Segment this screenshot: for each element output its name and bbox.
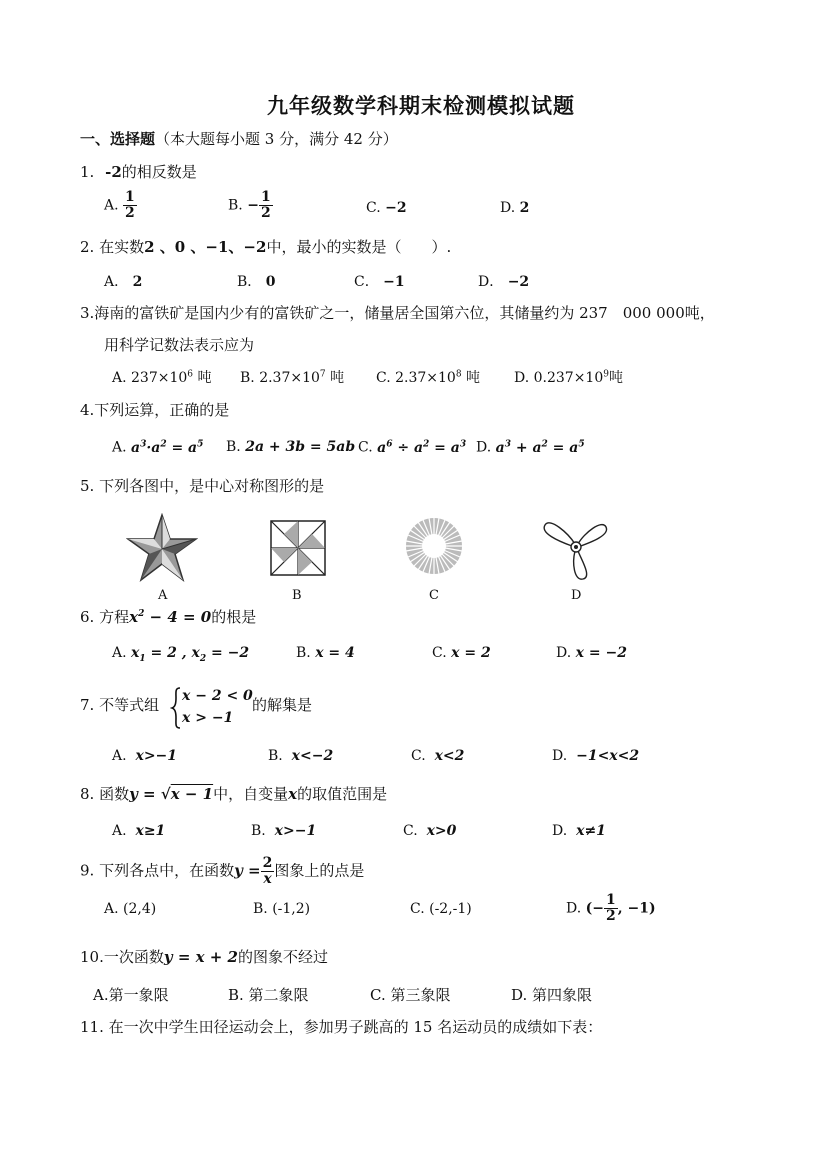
option-d <box>552 748 639 764</box>
option-a: A. (2,4) <box>104 901 157 917</box>
unit: 吨 <box>461 370 481 386</box>
math-expr: 2a + 3b = 5ab <box>245 439 356 455</box>
pinwheel-figure <box>270 520 326 576</box>
option-b <box>228 190 273 221</box>
inequality-2: x > −1 <box>182 710 234 726</box>
option-label: C. <box>358 439 373 456</box>
option-value: −1<x<2 <box>576 748 640 764</box>
question-number: 10. <box>80 948 104 966</box>
question-text: 在实数 <box>99 238 145 256</box>
option-c: C. 第三象限 <box>370 986 451 1004</box>
unit: 吨 <box>608 370 623 386</box>
option-d <box>478 271 529 291</box>
option-label: A. <box>112 748 127 764</box>
math-expr: $x_1 = 2$ , $x_2 = -2$ <box>131 645 250 664</box>
numerator: 1 <box>125 189 135 205</box>
fraction <box>604 893 618 924</box>
unit: 吨 <box>325 370 345 386</box>
option-label: D. <box>566 900 582 917</box>
star-figure <box>126 513 198 583</box>
option-label: D. <box>556 645 572 661</box>
option-text: B. 2.37×10 <box>240 370 320 386</box>
option-c <box>432 645 491 661</box>
option-a <box>112 439 203 456</box>
question-1 <box>80 161 197 182</box>
option-value: x<−2 <box>291 748 334 764</box>
question-text: 方程 <box>99 608 130 626</box>
question-text: 图象上的点是 <box>274 861 365 880</box>
question-text: 下列各点中，在函数 <box>99 861 235 880</box>
option-a <box>104 190 137 221</box>
question-5: 5. 下列各图中，是中心对称图形的是 <box>80 477 325 495</box>
math-sign: − <box>247 197 259 214</box>
option-label: D． <box>478 274 504 290</box>
unit: 吨 <box>193 370 212 386</box>
question-8 <box>80 783 387 804</box>
math-expr: $a^3 + a^2 = a^5$ <box>495 439 585 456</box>
math-expr: y = <box>234 861 261 880</box>
question-text: 的根是 <box>211 608 257 626</box>
option-value: x≠1 <box>576 823 606 839</box>
math-expr: $x^2 - 4 = 0$ <box>129 608 212 626</box>
option-d <box>552 823 606 839</box>
option-b <box>296 645 355 661</box>
option-label: C. <box>366 200 381 216</box>
option-b <box>240 367 344 387</box>
option-a <box>112 748 177 764</box>
option-c <box>411 748 464 764</box>
option-b: B. 第二象限 <box>228 986 309 1004</box>
option-label: B． <box>237 274 262 290</box>
numerator: 1 <box>606 892 616 908</box>
option-text: D. 0.237×10 <box>514 370 604 386</box>
option-a <box>112 645 249 664</box>
question-number: 9. <box>80 861 95 880</box>
option-a <box>104 271 142 291</box>
brace-icon <box>170 686 182 730</box>
question-number: 2. <box>80 238 95 256</box>
math-expr: $a^6 \div a^2 = a^3$ <box>377 439 467 456</box>
figure-label-b: B <box>292 588 302 603</box>
option-c: C. (-2,-1) <box>410 901 472 917</box>
option-a: A.第一象限 <box>93 986 169 1004</box>
option-label: C. <box>411 748 426 764</box>
option-d <box>500 200 529 216</box>
section-header <box>80 128 398 149</box>
option-text: A. 237×10 <box>112 370 188 386</box>
option-c <box>354 271 405 291</box>
option-value: x>0 <box>426 823 457 839</box>
option-b <box>226 439 355 455</box>
question-text: 不等式组 <box>99 696 160 714</box>
option-d <box>514 367 623 387</box>
question-2 <box>80 236 451 257</box>
denominator: 2 <box>260 205 271 221</box>
page-title: 九年级数学科期末检测模拟试题 <box>267 93 575 118</box>
question-9 <box>80 856 364 887</box>
option-d <box>476 439 585 456</box>
option-a <box>112 367 211 387</box>
question-text: 的相反数是 <box>121 163 197 181</box>
question-text: 函数 <box>99 785 130 803</box>
math-expr: , −1) <box>617 900 656 917</box>
math-var: x <box>288 785 298 803</box>
option-label: A. <box>112 439 127 456</box>
option-value: x<2 <box>434 748 465 764</box>
question-number: 8. <box>80 785 95 803</box>
denominator: x <box>263 871 272 887</box>
fraction <box>261 856 275 887</box>
option-label: C． <box>354 274 379 290</box>
math-expr: x = 4 <box>315 645 355 661</box>
figure-label-c: C <box>429 588 439 603</box>
option-b <box>268 748 333 764</box>
section-note: （本大题每小题 3 分，满分 42 分） <box>155 130 398 148</box>
question-10 <box>80 946 328 967</box>
option-c <box>376 367 480 387</box>
option-label: A. <box>104 197 119 214</box>
question-11: 11. 在一次中学生田径运动会上，参加男子跳高的 15 名运动员的成绩如下表： <box>80 1018 603 1036</box>
option-label: C. <box>403 823 418 839</box>
exponent: 6 <box>187 369 194 380</box>
option-value: 2 <box>519 200 530 216</box>
question-number: 1. <box>80 163 95 181</box>
math-expr: y = x + 2 <box>163 948 238 966</box>
option-label: A. <box>112 823 127 839</box>
option-value: 2 <box>132 274 143 290</box>
option-label: B. <box>251 823 266 839</box>
question-text: 的取值范围是 <box>297 785 388 803</box>
math-expr: x = −2 <box>575 645 627 661</box>
option-label: D. <box>476 439 492 456</box>
option-b <box>251 823 316 839</box>
figure-label-a: A <box>158 588 168 603</box>
option-value: x>−1 <box>135 748 178 764</box>
section-label: 一、选择题 <box>80 130 156 148</box>
option-label: A． <box>104 274 129 290</box>
option-value: x≥1 <box>135 823 166 839</box>
option-a <box>112 823 165 839</box>
question-text: 中，最小的实数是（ ）. <box>266 238 452 256</box>
option-b <box>237 271 276 291</box>
denominator: 2 <box>125 205 135 221</box>
option-d: D. 第四象限 <box>511 986 593 1004</box>
fan-figure <box>540 513 610 583</box>
denominator: 2 <box>606 908 616 924</box>
question-number: 7. <box>80 696 95 714</box>
option-label: C. <box>432 645 447 661</box>
option-label: A. <box>112 645 127 661</box>
option-label: D. <box>552 823 568 839</box>
question-4: 4.下列运算，正确的是 <box>80 401 230 419</box>
option-d <box>556 645 627 661</box>
math-expr: 2 、0 、−1、−2 <box>144 238 267 256</box>
question-3-line-2: 用科学记数法表示应为 <box>104 336 255 354</box>
numerator: 2 <box>262 855 273 871</box>
math-expr: -2 <box>105 163 122 181</box>
option-value: x>−1 <box>274 823 317 839</box>
question-7-number <box>80 694 159 715</box>
option-label: D. <box>552 748 568 764</box>
fraction <box>259 190 273 221</box>
option-c <box>358 439 466 456</box>
option-d <box>566 893 656 924</box>
math-expr: y = √x − 1 <box>129 785 214 803</box>
math-expr: (− <box>585 900 604 917</box>
question-text: 一次函数 <box>103 948 164 966</box>
option-label: B. <box>226 439 241 455</box>
inequality-1: x − 2 < 0 <box>182 688 253 704</box>
option-value: −2 <box>507 274 530 290</box>
option-value: −1 <box>383 274 405 290</box>
option-c <box>366 200 407 216</box>
question-6 <box>80 606 256 627</box>
option-label: D. <box>500 200 516 216</box>
exponent: 9 <box>603 369 609 380</box>
exponent: 7 <box>319 369 326 380</box>
radial-disc-figure <box>404 516 464 576</box>
math-expr: x = 2 <box>451 645 491 661</box>
numerator: 1 <box>260 189 271 205</box>
option-label: B. <box>296 645 311 661</box>
exponent: 8 <box>455 369 462 380</box>
option-label: B. <box>228 197 243 214</box>
option-value: 0 <box>265 274 276 290</box>
figure-label-d: D <box>571 588 582 603</box>
fraction <box>123 190 137 221</box>
question-text: 的图象不经过 <box>238 948 329 966</box>
question-text: 的解集是 <box>252 696 313 714</box>
question-3-line-1: 3.海南的富铁矿是国内少有的富铁矿之一，储量居全国第六位，其储量约为 237 000 000吨， <box>80 304 715 322</box>
question-text: 中，自变量 <box>213 785 289 803</box>
option-b: B. (-1,2) <box>253 901 311 917</box>
question-number: 6. <box>80 608 95 626</box>
option-text: C. 2.37×10 <box>376 370 456 386</box>
math-expr: $a^3\cdot a^2 = a^5$ <box>131 439 204 456</box>
option-value: −2 <box>385 200 407 216</box>
option-label: B. <box>268 748 283 764</box>
option-c <box>403 823 456 839</box>
